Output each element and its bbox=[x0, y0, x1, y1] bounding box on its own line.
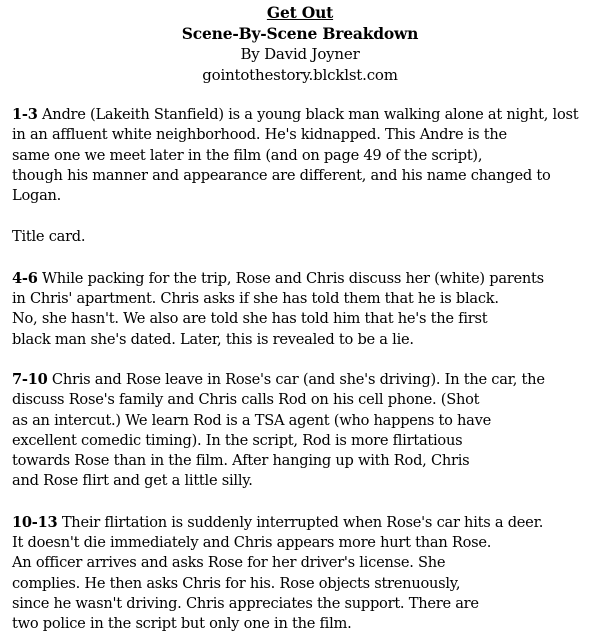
paragraph-line: though his manner and appearance are different, and his name changed to bbox=[12, 166, 551, 184]
paragraph-line: It doesn't die immediately and Chris appears more hurt than Rose. bbox=[12, 534, 492, 552]
scene-paragraph-4-6 bbox=[12, 269, 598, 350]
paragraph-gap bbox=[12, 350, 598, 370]
paragraph-gap bbox=[12, 248, 598, 269]
paragraph-line bbox=[12, 269, 598, 289]
paragraph-line: two police in the script but only one in the film. bbox=[12, 615, 352, 633]
document-subtitle: Scene-By-Scene Breakdown bbox=[181, 24, 419, 43]
paragraph-line: excellent comedic timing). In the script, Rod is more flirtatious bbox=[12, 431, 463, 449]
paragraph-line: towards Rose than in the film. After hanging up with Rod, Chris bbox=[12, 452, 470, 470]
line-text: Their flirtation is suddenly interrupted when Rose's car hits a deer. bbox=[57, 513, 544, 531]
scene-range: 1-3 bbox=[12, 106, 38, 123]
paragraph-line bbox=[12, 513, 598, 533]
paragraph-line: since he wasn't driving. Chris appreciates the support. There are bbox=[12, 594, 479, 612]
paragraph-line: same one we meet later in the film (and on page 49 of the script), bbox=[12, 146, 483, 164]
paragraph-line: An officer arrives and asks Rose for her driver's license. She bbox=[12, 554, 446, 572]
scene-range: 10-13 bbox=[12, 513, 58, 531]
scene-paragraph-10-13 bbox=[12, 513, 598, 635]
paragraph-line: in Chris' apartment. Chris asks if she has told them that he is black. bbox=[12, 290, 499, 308]
paragraph-line: discuss Rose's family and Chris calls Rod on his cell phone. (Shot bbox=[12, 391, 480, 409]
paragraph-line: as an intercut.) We learn Rod is a TSA agent (who happens to have bbox=[12, 411, 491, 429]
document-title: Get Out bbox=[266, 3, 334, 22]
author-byline: By David Joyner bbox=[240, 45, 360, 63]
line-text: While packing for the trip, Rose and Chris discuss her (white) parents bbox=[37, 269, 544, 287]
scene-paragraph-7-10 bbox=[12, 370, 598, 492]
line-text: Chris and Rose leave in Rose's car (and she's driving). In the car, the bbox=[47, 370, 545, 388]
paragraph-gap bbox=[12, 206, 598, 227]
document-header bbox=[0, 0, 600, 86]
source-site: gointothestory.blcklst.com bbox=[202, 66, 398, 84]
paragraph-line: and Rose flirt and get a little silly. bbox=[12, 472, 253, 490]
paragraph-gap bbox=[12, 492, 598, 513]
paragraph-line bbox=[12, 370, 598, 390]
paragraph-line: Title card. bbox=[12, 228, 86, 246]
document-body bbox=[12, 105, 598, 635]
title-card-paragraph bbox=[12, 227, 598, 247]
paragraph-line: black man she's dated. Later, this is revealed to be a lie. bbox=[12, 330, 414, 348]
paragraph-line: complies. He then asks Chris for his. Rose objects strenuously, bbox=[12, 574, 461, 592]
scene-range: 4-6 bbox=[12, 269, 38, 287]
paragraph-line: Logan. bbox=[12, 187, 62, 205]
paragraph-line: in an affluent white neighborhood. He's kidnapped. This Andre is the bbox=[12, 126, 507, 144]
paragraph-line: No, she hasn't. We also are told she has told him that he's the first bbox=[12, 310, 488, 328]
scene-paragraph-1-3 bbox=[12, 105, 598, 206]
paragraph-line bbox=[12, 105, 598, 125]
line-text: Andre (Lakeith Stanfield) is a young black man walking alone at night, lost bbox=[37, 106, 579, 123]
scene-range: 7-10 bbox=[12, 370, 48, 388]
